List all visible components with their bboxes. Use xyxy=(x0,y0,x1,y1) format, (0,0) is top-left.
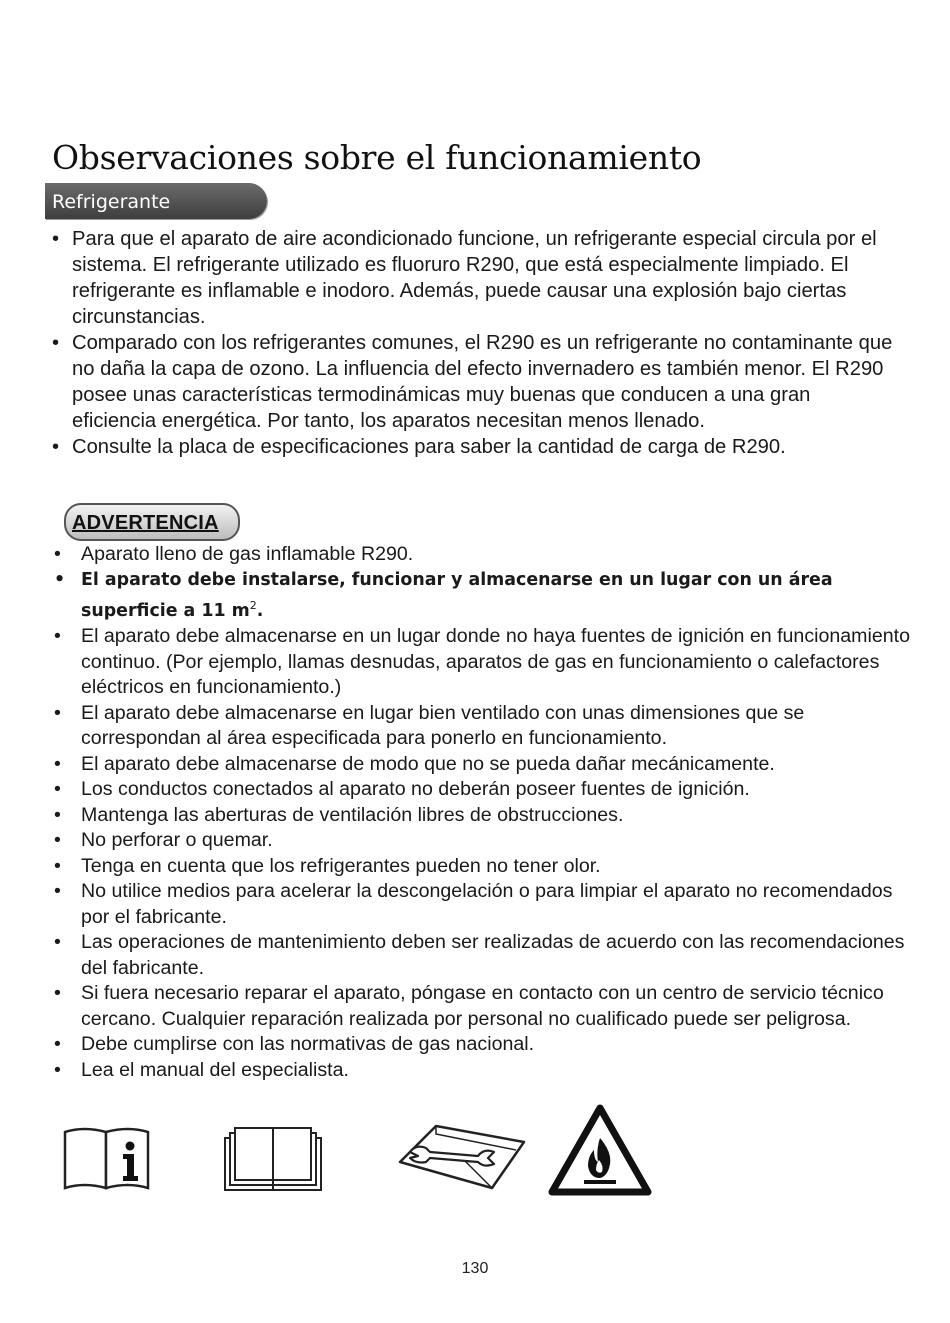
list-item: • Consulte la placa de especificaciones para saber la cantidad de carga de R290. xyxy=(50,434,900,460)
refrigerant-list xyxy=(50,226,900,460)
manual-book-icon xyxy=(222,1124,324,1194)
list-item: • Para que el aparato de aire acondicionado funcione, un refrigerante especial circula por el sistema. El refrigerante utilizado es fluoruro R290, que está especialmente limpiado. El refrigerante es inflamable e inodoro. Además, puede causar una explosión bajo ciertas circunstancias. xyxy=(50,226,900,330)
list-item: • Aparato lleno de gas inflamable R290. xyxy=(50,542,910,568)
warning-label: ADVERTENCIA xyxy=(72,512,219,534)
list-item: • Debe cumplirse con las normativas de gas nacional. xyxy=(50,1032,910,1058)
section-tab-refrigerante xyxy=(45,183,267,219)
list-item-end: . xyxy=(256,600,264,621)
service-manual-wrench-icon xyxy=(396,1122,530,1194)
list-item: • Mantenga las aberturas de ventilación libres de obstrucciones. xyxy=(50,803,910,829)
list-item: • El aparato debe almacenarse de modo que no se pueda dañar mecánicamente. xyxy=(50,752,910,778)
list-item-text: El aparato debe instalarse, funcionar y almacenarse en un lugar con un área superficie a 11 m xyxy=(81,569,833,621)
list-item: • Las operaciones de mantenimiento deben ser realizadas de acuerdo con las recomendaciones del fabricante. xyxy=(50,930,910,981)
warning-list xyxy=(50,542,910,1083)
list-item: • Lea el manual del especialista. xyxy=(50,1058,910,1084)
page-title: Observaciones sobre el funcionamiento xyxy=(52,138,702,177)
list-item: • El aparato debe almacenarse en lugar bien ventilado con unas dimensiones que se correspondan al área especificada para ponerlo en funcionamiento. xyxy=(50,701,910,752)
superscript: 2 xyxy=(249,599,257,612)
list-item xyxy=(50,568,910,625)
section-tab-label: Refrigerante xyxy=(52,191,171,213)
flammable-warning-icon xyxy=(548,1104,652,1196)
list-item: • Los conductos conectados al aparato no deberán poseer fuentes de ignición. xyxy=(50,777,910,803)
list-item: • Si fuera necesario reparar el aparato, póngase en contacto con un centro de servicio técnico cercano. Cualquier reparación realizada por personal no cualificado puede ser peligrosa. xyxy=(50,981,910,1032)
symbol-row xyxy=(0,1100,950,1200)
list-item: • No perforar o quemar. xyxy=(50,828,910,854)
list-item: • Comparado con los refrigerantes comunes, el R290 es un refrigerante no contaminante que no daña la capa de ozono. La influencia del efecto invernadero es también menor. El R290 posee unas características termodinámicas muy buenas que conducen a una gran eficiencia energética. Por tanto, los aparatos necesitan menos llenado. xyxy=(50,330,900,434)
warning-badge xyxy=(64,503,240,541)
list-item: • No utilice medios para acelerar la descongelación o para limpiar el aparato no recomendados por el fabricante. xyxy=(50,879,910,930)
manual-info-icon xyxy=(62,1126,152,1192)
list-item: • El aparato debe almacenarse en un lugar donde no haya fuentes de ignición en funcionamiento continuo. (Por ejemplo, llamas desnudas, aparatos de gas en funcionamiento o calefactores eléctricos en funcionamiento.) xyxy=(50,624,910,701)
page-number: 130 xyxy=(461,1260,489,1277)
list-item: • Tenga en cuenta que los refrigerantes pueden no tener olor. xyxy=(50,854,910,880)
